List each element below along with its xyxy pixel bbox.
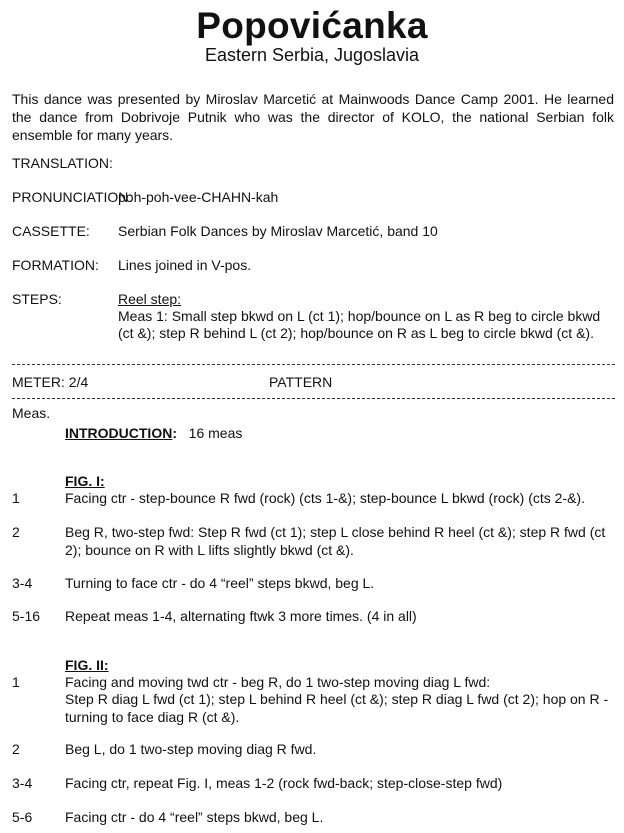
introduction-row <box>65 424 242 442</box>
pronunciation-label: PRONUNCIATION: <box>12 189 133 205</box>
figure-2-row-1-text: Facing and moving twd ctr - beg R, do 1 two-step moving diag L fwd: <box>65 674 491 690</box>
reel-step-line-2: (ct &); step R behind L (ct 2); hop/bounce on R as L beg to circle bkwd (ct &). <box>118 325 594 341</box>
figure-1-row-3-text: Turning to face ctr - do 4 “reel” steps bkwd, beg L. <box>65 575 375 591</box>
figure-2-row-4-text: Facing ctr - do 4 “reel” steps bkwd, beg L. <box>65 809 324 825</box>
formation-label: FORMATION: <box>12 257 99 273</box>
translation-label: TRANSLATION: <box>12 155 113 171</box>
reel-step-line-1: Meas 1: Small step bkwd on L (ct 1); hop/bounce on L as R beg to circle bkwd <box>118 308 601 324</box>
figure-2-title: FIG. II: <box>65 657 109 673</box>
introduction-label: INTRODUCTION <box>65 425 173 441</box>
figure-2-row-2-meas: 2 <box>12 741 20 757</box>
figure-2-row-1-meas: 1 <box>12 674 20 690</box>
introduction-value: 16 meas <box>188 425 243 441</box>
reel-step-name: Reel step: <box>118 291 182 307</box>
introduction-colon: : <box>172 425 177 441</box>
pronunciation-value: poh-poh-vee-CHAHN-kah <box>118 189 279 205</box>
pattern-heading: PATTERN <box>269 374 333 390</box>
figure-1-row-2-meas: 2 <box>12 524 20 540</box>
figure-2-row-3-meas: 3-4 <box>12 775 33 791</box>
meter-label: METER: 2/4 <box>12 374 89 390</box>
steps-label: STEPS: <box>12 291 62 307</box>
figure-2-row-4-meas: 5-6 <box>12 809 33 825</box>
cassette-label: CASSETTE: <box>12 223 90 239</box>
formation-value: Lines joined in V-pos. <box>118 257 252 273</box>
divider-top <box>12 364 615 365</box>
divider-bottom <box>12 398 615 399</box>
figure-1-title: FIG. I: <box>65 473 105 489</box>
intro-paragraph: This dance was presented by Miroslav Marcetić at Mainwoods Dance Camp 2001. He learned the dance from Dobrivoje Putnik who was the director of KOLO, the national Serbian folk ensemble for many years. <box>12 91 614 143</box>
dance-title: Popovićanka <box>196 5 428 46</box>
cassette-value: Serbian Folk Dances by Miroslav Marcetić, band 10 <box>118 223 438 239</box>
figure-2-row-2-text: Beg L, do 1 two-step moving diag R fwd. <box>65 741 317 757</box>
figure-2-row-1-text-cont: Step R diag L fwd (ct 1); step L behind R heel (ct &); step R diag L fwd (ct 2); hop on R - turning to face diag R (ct &). <box>65 691 609 725</box>
figure-2-row-3-text: Facing ctr, repeat Fig. I, meas 1-2 (rock fwd-back; step-close-step fwd) <box>65 775 503 791</box>
meas-column-header: Meas. <box>12 405 51 421</box>
figure-1-row-2-text: Beg R, two-step fwd: Step R fwd (ct 1); step L close behind R heel (ct &); step R fwd (ct 2); bounce on R with L lifts slightly bkwd (ct &). <box>65 524 606 558</box>
figure-1-row-1-text: Facing ctr - step-bounce R fwd (rock) (cts 1-&); step-bounce L bkwd (rock) (cts 2-&). <box>65 490 585 506</box>
figure-1-row-4-meas: 5-16 <box>12 608 41 624</box>
figure-1-row-3-meas: 3-4 <box>12 575 33 591</box>
figure-1-row-4-text: Repeat meas 1-4, alternating ftwk 3 more times. (4 in all) <box>65 608 417 624</box>
figure-1-row-1-meas: 1 <box>12 490 20 506</box>
dance-origin: Eastern Serbia, Jugoslavia <box>204 45 420 65</box>
